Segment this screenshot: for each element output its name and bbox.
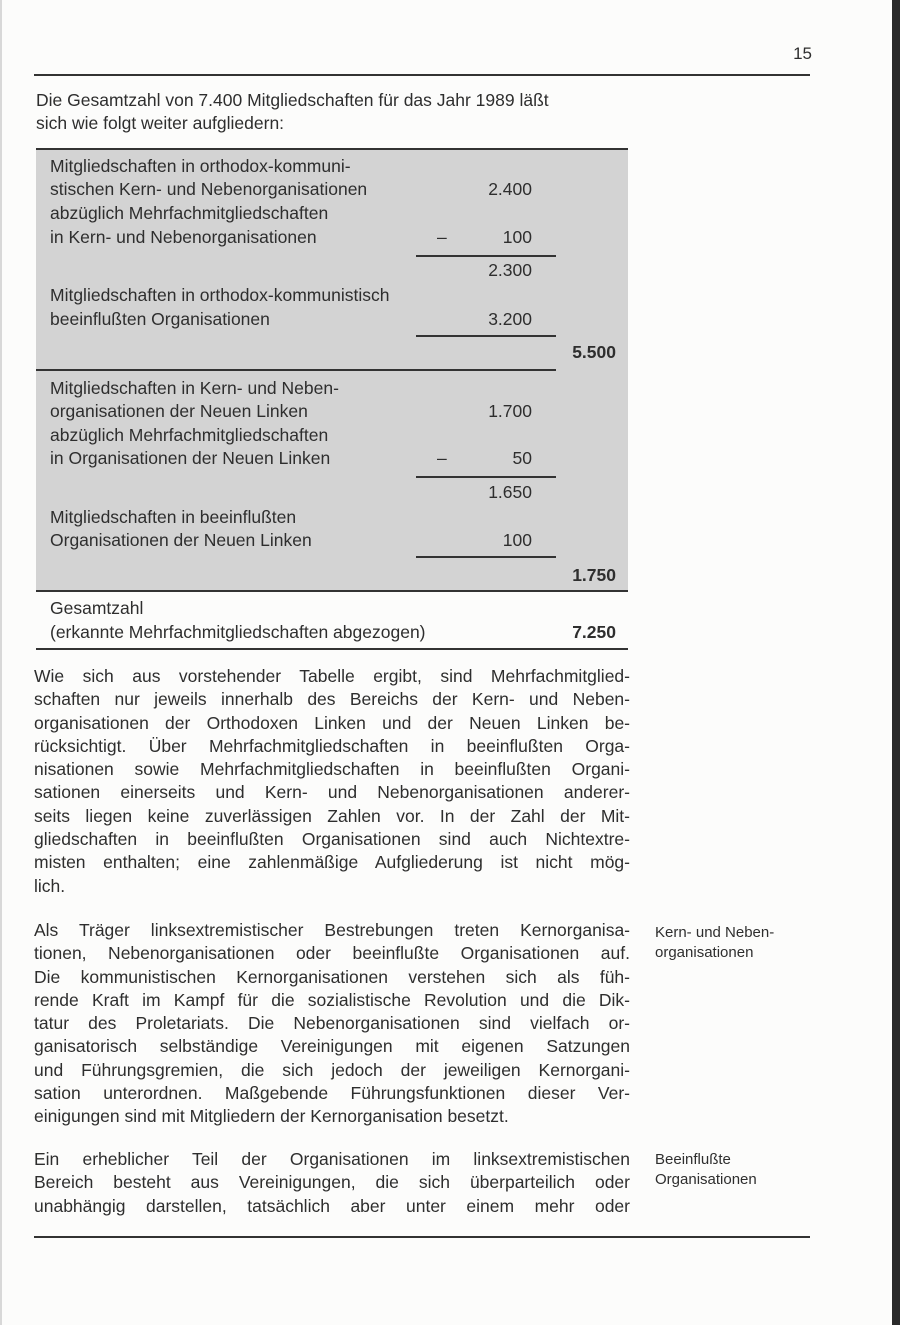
row-value: 2.400 [488, 179, 532, 199]
header-rule [34, 74, 810, 76]
row-value: 1.700 [488, 401, 532, 421]
text-line: gliedschaften in beeinflußten Organisationen sind auch Nichtextre- [34, 829, 630, 850]
table-top-rule [36, 148, 628, 150]
sum-rule [416, 556, 556, 558]
row-label: Mitgliedschaften in orthodox-kommunistisch [50, 285, 390, 305]
text-line: nisationen sowie Mehrfachmitgliedschaften in beeinflußten Organi- [34, 759, 630, 780]
footer-rule [34, 1236, 810, 1238]
table-bottom-rule [36, 648, 628, 650]
minus-sign: – [437, 227, 447, 247]
text-line: tatur des Proletariats. Die Nebenorganisationen sind vielfach or- [34, 1013, 630, 1034]
row-label: organisationen der Neuen Linken [50, 401, 308, 421]
row-label: in Kern- und Nebenorganisationen [50, 227, 317, 247]
paragraph-influenced-organisations [34, 1148, 630, 1218]
scan-edge-left [0, 0, 2, 1325]
row-value: 100 [502, 227, 532, 247]
text-line: misten enthalten; eine zahlenmäßige Aufgliederung ist nicht mög- [34, 852, 630, 873]
row-value: 3.200 [488, 309, 532, 329]
subtotal-rule [416, 255, 556, 257]
margin-note-line: organisationen [655, 944, 754, 961]
grand-total-label: Gesamtzahl [50, 598, 144, 618]
text-line: lich. [34, 875, 66, 896]
intro-line: Die Gesamtzahl von 7.400 Mitgliedschaften für das Jahr 1989 läßt [36, 90, 549, 110]
paragraph-core-organisations [34, 919, 630, 1129]
text-line: tionen, Nebenorganisationen oder beeinflußte Organisationen auf. [34, 943, 630, 964]
text-line: organisationen der Orthodoxen Linken und der Neuen Linken be- [34, 712, 630, 733]
paragraph-multiple-memberships [34, 665, 630, 898]
section-total: 5.500 [572, 342, 616, 362]
text-line: Wie sich aus vorstehender Tabelle ergibt, sind Mehrfachmitglied- [34, 666, 630, 686]
text-line: sationen einerseits und Kern- und Nebenorganisationen anderer- [34, 782, 630, 803]
text-line: unabhängig darstellen, tatsächlich aber unter einem mehr oder [34, 1195, 630, 1216]
row-label: Mitgliedschaften in Kern- und Neben- [50, 378, 339, 398]
section-total: 1.750 [572, 565, 616, 585]
text-line: sation unterordnen. Maßgebende Führungsfunktionen dieser Ver- [34, 1083, 630, 1104]
margin-note-influenced-organisations [655, 1150, 757, 1190]
row-value: 50 [512, 448, 532, 468]
text-line: seits liegen keine zuverlässigen Zahlen vor. In der Zahl der Mit- [34, 805, 630, 826]
margin-note-line: Beeinflußte [655, 1151, 731, 1168]
scan-edge-right [892, 0, 900, 1325]
text-line: und Führungsgremien, die sich jedoch der jeweiligen Kernorgani- [34, 1059, 630, 1080]
subtotal-value: 2.300 [488, 260, 532, 280]
row-label: in Organisationen der Neuen Linken [50, 448, 331, 468]
text-line: ganisatorisch selbständige Vereinigungen mit eigenen Satzungen [34, 1036, 630, 1057]
minus-sign: – [437, 448, 447, 468]
margin-note-core-organisations [655, 923, 774, 963]
subtotal-rule [416, 476, 556, 478]
text-line: Als Träger linksextremistischer Bestrebungen treten Kernorganisa- [34, 920, 630, 940]
subtotal-value: 1.650 [488, 482, 532, 502]
row-label: Organisationen der Neuen Linken [50, 530, 312, 550]
text-line: schaften nur jeweils innerhalb des Bereichs der Kern- und Neben- [34, 689, 630, 710]
grand-total-value: 7.250 [572, 622, 616, 642]
section-divider [36, 369, 556, 371]
page-number: 15 [793, 44, 812, 63]
text-line: rende Kraft im Kampf für die sozialistische Revolution und die Dik- [34, 989, 630, 1010]
row-label: abzüglich Mehrfachmitgliedschaften [50, 425, 329, 445]
row-label: beeinflußten Organisationen [50, 309, 270, 329]
margin-note-line: Kern- und Neben- [655, 924, 775, 941]
text-line: rücksichtigt. Über Mehrfachmitgliedschaften in beeinflußten Orga- [34, 735, 630, 756]
grand-total-rule [36, 590, 628, 592]
grand-total-label: (erkannte Mehrfachmitgliedschaften abgezogen) [50, 622, 426, 642]
row-label: Mitgliedschaften in orthodox-kommuni- [50, 156, 351, 176]
text-line: Ein erheblicher Teil der Organisationen im linksextremistischen [34, 1149, 630, 1169]
row-value: 100 [502, 530, 532, 550]
row-label: stischen Kern- und Nebenorganisationen [50, 179, 368, 199]
row-label: abzüglich Mehrfachmitgliedschaften [50, 203, 329, 223]
margin-note-line: Organisationen [655, 1171, 757, 1188]
row-label: Mitgliedschaften in beeinflußten [50, 507, 297, 527]
sum-rule [416, 335, 556, 337]
text-line: Bereich besteht aus Vereinigungen, die sich überparteilich oder [34, 1172, 630, 1193]
text-line: einigungen sind mit Mitgliedern der Kernorganisation besetzt. [34, 1106, 509, 1127]
intro-line: sich wie folgt weiter aufgliedern: [36, 113, 285, 133]
text-line: Die kommunistischen Kernorganisationen verstehen sich als füh- [34, 966, 630, 987]
